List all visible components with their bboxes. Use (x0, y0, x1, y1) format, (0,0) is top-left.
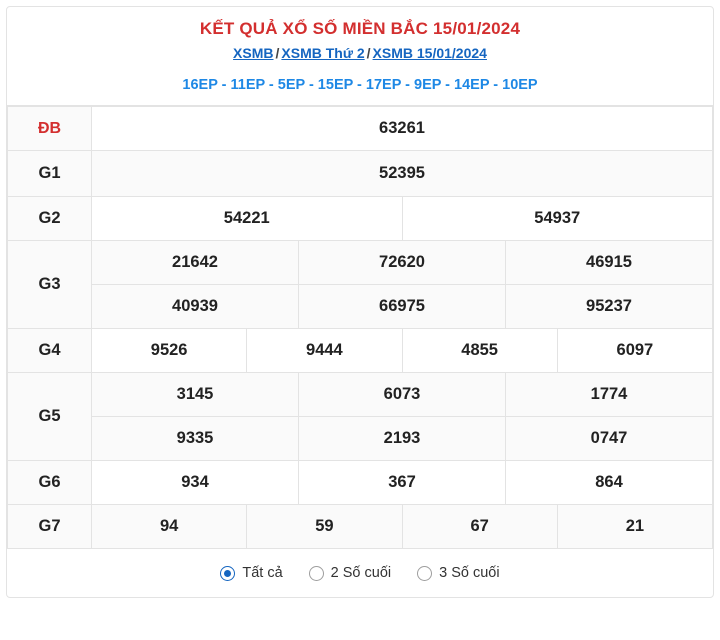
radio-option-3-digits[interactable] (417, 565, 499, 581)
prize-value-g6-2: 367 (299, 461, 506, 505)
prize-value-g6-3: 864 (506, 461, 713, 505)
prize-value-g3-5: 66975 (299, 285, 506, 329)
table-row (8, 417, 713, 461)
table-row (8, 461, 713, 505)
table-row (8, 505, 713, 549)
radio-label-3-digits: 3 Số cuối (439, 565, 500, 581)
table-row (8, 241, 713, 285)
prize-value-g3-3: 46915 (506, 241, 713, 285)
breadcrumb-link-xsmb-thu-2[interactable]: XSMB Thứ 2 (281, 45, 365, 61)
prize-value-db: 63261 (92, 107, 713, 151)
prize-label-g4: G4 (8, 329, 92, 373)
table-row (8, 151, 713, 197)
prize-value-g3-2: 72620 (299, 241, 506, 285)
prize-value-g5-1: 3145 (92, 373, 299, 417)
prize-value-g3-4: 40939 (92, 285, 299, 329)
radio-icon[interactable] (417, 566, 432, 581)
radio-label-all: Tất cả (242, 565, 283, 581)
prize-label-g7: G7 (8, 505, 92, 549)
breadcrumb-separator: / (366, 45, 371, 61)
prize-value-g2-1: 54221 (92, 197, 403, 241)
table-row (8, 107, 713, 151)
prize-label-g6: G6 (8, 461, 92, 505)
prize-value-g3-1: 21642 (92, 241, 299, 285)
breadcrumb (7, 45, 713, 71)
radio-icon[interactable] (220, 566, 235, 581)
radio-option-2-digits[interactable] (309, 565, 391, 581)
table-row (8, 373, 713, 417)
prize-value-g7-4: 21 (557, 505, 712, 549)
prize-value-g4-1: 9526 (92, 329, 247, 373)
prize-value-g5-4: 9335 (92, 417, 299, 461)
prize-label-g1: G1 (8, 151, 92, 197)
prize-label-g3: G3 (8, 241, 92, 329)
prize-value-g4-4: 6097 (557, 329, 712, 373)
prize-value-g2-2: 54937 (402, 197, 713, 241)
lottery-result-card (6, 6, 714, 598)
breadcrumb-link-xsmb[interactable]: XSMB (233, 45, 274, 61)
prize-value-g1-1: 52395 (92, 151, 713, 197)
page-title: KẾT QUẢ XỔ SỐ MIỀN BẮC 15/01/2024 (199, 19, 521, 38)
table-row (8, 285, 713, 329)
prize-value-g7-3: 67 (402, 505, 557, 549)
prize-value-g6-1: 934 (92, 461, 299, 505)
prize-value-g3-6: 95237 (506, 285, 713, 329)
radio-label-2-digits: 2 Số cuối (330, 565, 392, 581)
prize-value-g7-1: 94 (92, 505, 247, 549)
prize-value-g5-6: 0747 (506, 417, 713, 461)
radio-icon[interactable] (309, 566, 324, 581)
table-row (8, 329, 713, 373)
prize-value-g4-2: 9444 (247, 329, 402, 373)
prize-value-g4-3: 4855 (402, 329, 557, 373)
breadcrumb-separator: / (275, 45, 280, 61)
results-table (7, 106, 713, 549)
prize-value-g5-5: 2193 (299, 417, 506, 461)
prize-label-db: ĐB (8, 107, 92, 151)
table-row (8, 197, 713, 241)
prize-label-g5: G5 (8, 373, 92, 461)
prize-value-g5-3: 1774 (506, 373, 713, 417)
filter-radio-group (7, 549, 713, 597)
loto-subline: 16EP - 11EP - 5EP - 15EP - 17EP - 9EP - 14EP - 10EP (7, 71, 713, 106)
radio-option-all[interactable] (220, 565, 282, 581)
prize-value-g5-2: 6073 (299, 373, 506, 417)
prize-label-g2: G2 (8, 197, 92, 241)
prize-value-g7-2: 59 (247, 505, 402, 549)
breadcrumb-link-xsmb-date[interactable]: XSMB 15/01/2024 (372, 45, 487, 61)
